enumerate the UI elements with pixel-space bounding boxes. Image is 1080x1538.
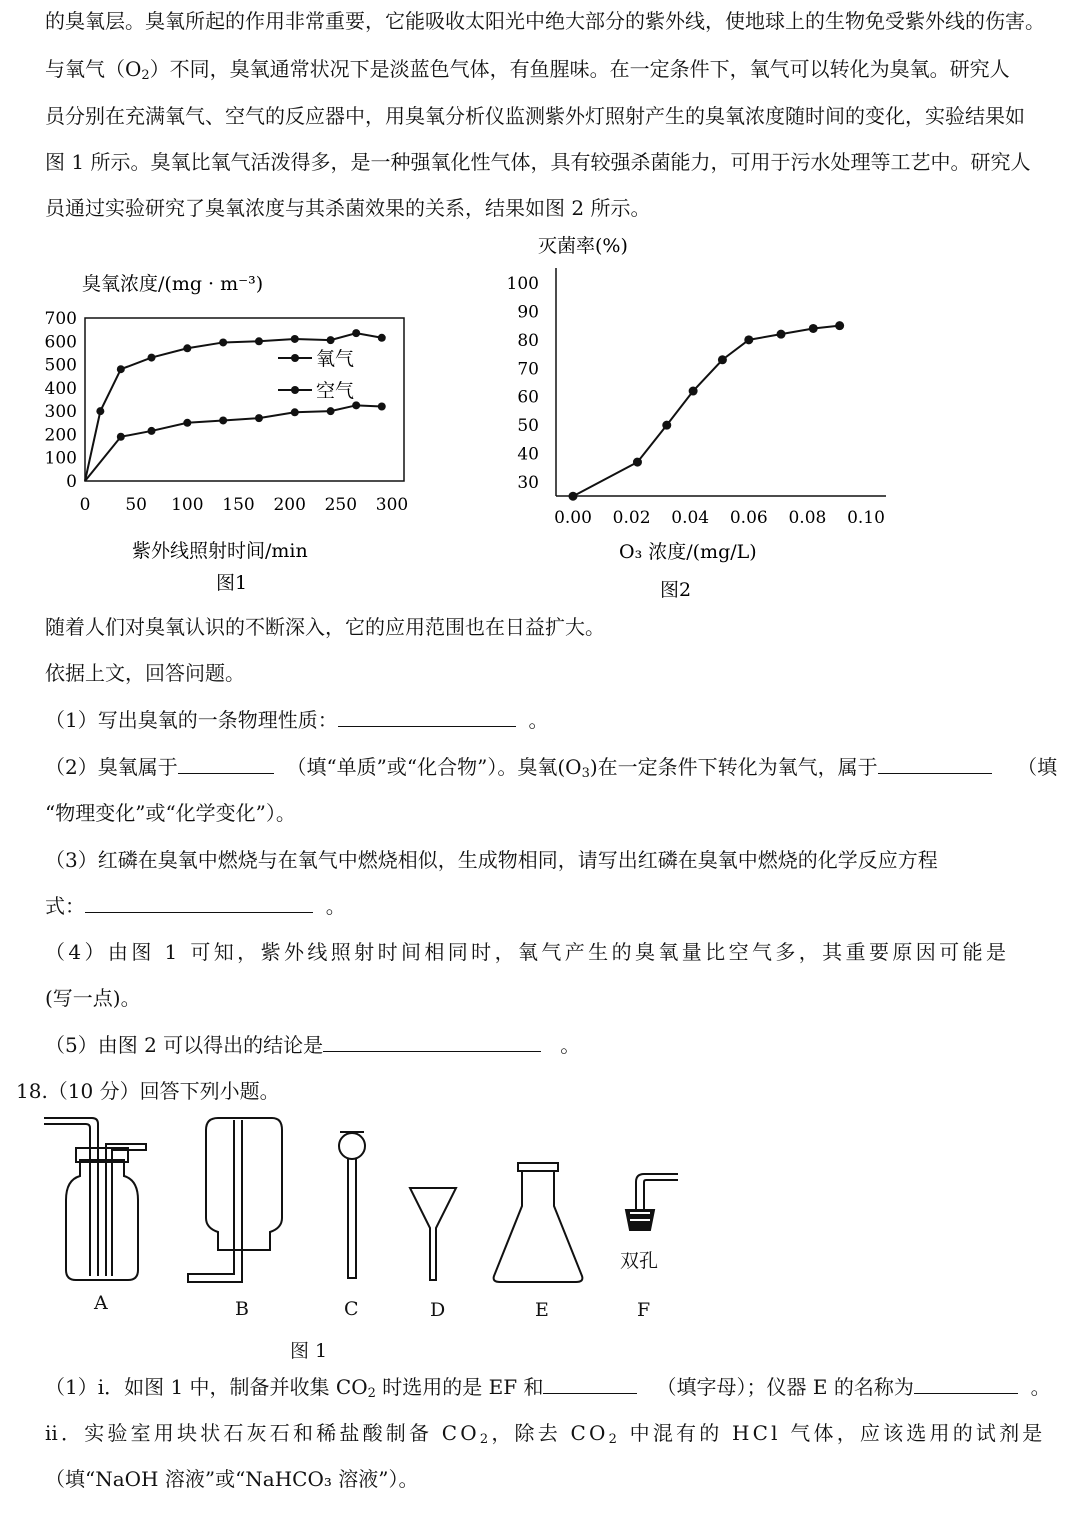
question-text: （填字母）；仪器 E 的名称为 <box>656 1375 914 1399</box>
answer-blank-18-1b[interactable] <box>914 1375 1018 1394</box>
chart1-caption: 图1 <box>216 572 248 594</box>
chart1-data-point <box>291 408 299 416</box>
chart2-series-line <box>573 326 840 497</box>
question-4: （4）由图 1 可知，紫外线照射时间相同时，氧气产生的臭氧量比空气多，其重要原因可能是 <box>45 940 1010 964</box>
question-text: （2）臭氧属于 <box>45 755 178 779</box>
question-4-cont: (写一点)。 <box>45 986 141 1010</box>
passage-line-1: 的臭氧层。臭氧所起的作用非常重要，它能吸收太阳光中绝大部分的紫外线，使地球上的生物免受紫外线的伤害。 <box>45 9 1045 33</box>
chart1-xlabel: 紫外线照射时间/min <box>132 540 308 562</box>
apparatus-f-stopper <box>626 1174 678 1230</box>
chart1-legend-label: 氧气 <box>316 348 355 370</box>
chart1-data-point <box>183 344 191 352</box>
chart2-y-tick-label: 80 <box>517 330 539 351</box>
chart1-y-tick-label: 600 <box>44 332 77 353</box>
chart2-data-point <box>718 355 727 364</box>
question-text: 。 <box>560 1033 581 1057</box>
chart1-y-tick-label: 400 <box>44 378 77 399</box>
chart-figure-2 <box>495 228 915 606</box>
chart1-data-point <box>327 336 335 344</box>
subscript: 2 <box>479 1432 492 1447</box>
question-text: 中混有的 HCl 气体，应该选用的试剂是 <box>620 1421 1046 1445</box>
answer-blank-2b[interactable] <box>878 755 992 774</box>
chart-figure-1 <box>30 262 450 602</box>
chart1-legend-label: 空气 <box>316 380 355 402</box>
chart1-data-point <box>117 365 125 373</box>
chart1-data-point <box>117 433 125 441</box>
chart2-caption: 图2 <box>660 579 692 601</box>
chart1-data-point <box>352 329 360 337</box>
apparatus-figure <box>0 1110 1080 1362</box>
question-18-heading: 18.（10 分）回答下列小题。 <box>16 1079 280 1103</box>
chart2-xlabel: O₃ 浓度/(mg/L) <box>619 541 757 563</box>
apparatus-a-gas-bottle <box>44 1118 146 1280</box>
chart1-x-tick-label: 250 <box>324 495 358 515</box>
chart1-x-tick-label: 100 <box>171 495 204 515</box>
chart1-y-tick-label: 700 <box>44 309 77 329</box>
passage-line-3: 员分别在充满氧气、空气的反应器中，用臭氧分析仪监测紫外灯照射产生的臭氧浓度随时间的变化，实验结果如 <box>45 104 1025 128</box>
chart1-data-point <box>183 419 191 427</box>
chart2-y-tick-label: 90 <box>517 302 539 323</box>
chart2-y-tick-label: 60 <box>517 387 539 408</box>
question-text: 时选用的是 EF 和 <box>375 1375 544 1399</box>
chart1-data-point <box>148 427 156 435</box>
chart2-data-point <box>835 321 844 330</box>
answer-blank-18-1a[interactable] <box>543 1375 637 1394</box>
chart2-x-tick-label: 0.06 <box>729 508 768 528</box>
chart2-x-tick-label: 0.02 <box>612 508 651 528</box>
question-2-cont: “物理变化”或“化学变化”）。 <box>45 801 296 825</box>
question-1 <box>45 708 548 732</box>
chart1-data-point <box>255 414 263 422</box>
chart1-data-point <box>378 402 386 410</box>
chart2-data-point <box>662 421 671 430</box>
apparatus-c-thistle-funnel <box>339 1132 365 1278</box>
question-text: （填 <box>1017 755 1058 779</box>
chart2-y-tick-label: 40 <box>517 444 539 465</box>
question-18-2 <box>45 1421 1046 1445</box>
subscript: 2 <box>608 1432 621 1447</box>
chart1-data-point <box>96 407 104 415</box>
chart1-series-line-air <box>85 405 382 481</box>
answer-blank-5[interactable] <box>323 1033 541 1052</box>
question-18-2-cont: （填“NaOH 溶液”或“NaHCO₃ 溶液”）。 <box>45 1467 419 1491</box>
answer-blank-2a[interactable] <box>178 755 274 774</box>
chart2-y-tick-label: 30 <box>517 473 539 493</box>
chart1-x-tick-label: 50 <box>125 495 147 515</box>
apparatus-label-f: F <box>637 1299 651 1321</box>
answer-blank-3[interactable] <box>85 894 313 913</box>
chart1-y-tick-label: 0 <box>66 472 77 492</box>
apparatus-label-d: D <box>430 1299 446 1321</box>
chart1-x-tick-label: 200 <box>273 495 306 515</box>
chart2-data-point <box>744 335 753 344</box>
question-18-1 <box>45 1375 1051 1399</box>
passage-line-5: 员通过实验研究了臭氧浓度与其杀菌效果的关系，结果如图 2 所示。 <box>45 196 651 220</box>
passage-line-4: 图 1 所示。臭氧比氧气活泼得多，是一种强氧化性气体，具有较强杀菌能力，可用于污水处理等工艺中。研究人 <box>45 150 1031 174</box>
chart2-x-tick-label: 0.08 <box>788 508 827 528</box>
chart2-data-point <box>689 387 698 396</box>
question-text: 式： <box>45 894 85 918</box>
chart1-legend-marker <box>291 354 299 362</box>
chart2-x-tick-label: 0.10 <box>847 508 885 528</box>
chart2-y-tick-label: 100 <box>506 274 539 294</box>
question-text: ，除去 CO <box>491 1421 609 1445</box>
chart1-data-point <box>148 354 156 362</box>
question-text: )在一定条件下转化为氧气，属于 <box>589 755 878 779</box>
chart2-y-tick-label: 70 <box>517 359 539 380</box>
chart1-x-tick-label: 0 <box>79 495 91 515</box>
chart1-legend-marker <box>291 386 299 394</box>
chart1-y-tick-label: 300 <box>44 402 77 423</box>
question-text: 。 <box>1030 1375 1051 1399</box>
chart1-y-tick-label: 100 <box>44 448 77 469</box>
apparatus-note-f: 双孔 <box>620 1250 659 1272</box>
chart2-data-point <box>777 330 786 339</box>
chart2-data-point <box>633 458 642 467</box>
passage-line-6: 随着人们对臭氧认识的不断深入，它的应用范围也在日益扩大。 <box>45 615 605 639</box>
chart1-x-tick-label: 150 <box>222 495 255 515</box>
question-3: （3）红磷在臭氧中燃烧与在氧气中燃烧相似，生成物相同，请写出红磷在臭氧中燃烧的化学反应方程 <box>45 848 938 872</box>
chart1-y-tick-label: 200 <box>44 425 77 446</box>
chart2-y-tick-label: 50 <box>517 416 539 437</box>
chart2-ylabel: 灭菌率(%) <box>538 235 628 257</box>
subscript: 3 <box>581 766 590 781</box>
apparatus-label-b: B <box>235 1298 249 1320</box>
apparatus-label-a: A <box>94 1292 108 1314</box>
question-text: （1）ⅰ．如图 1 中，制备并收集 CO <box>45 1375 368 1399</box>
question-2 <box>45 755 1057 779</box>
apparatus-label-e: E <box>535 1299 549 1321</box>
question-text: 。 <box>325 894 346 918</box>
chart1-data-point <box>255 337 263 345</box>
chart1-y-tick-label: 500 <box>44 355 77 376</box>
apparatus-d-funnel <box>410 1188 456 1280</box>
chart1-x-tick-label: 300 <box>375 495 409 515</box>
question-5 <box>45 1033 580 1057</box>
chart1-data-point <box>219 416 227 424</box>
subscript: 2 <box>141 68 150 83</box>
chart2-x-tick-label: 0.04 <box>671 508 710 528</box>
apparatus-e-conical-flask <box>494 1163 583 1282</box>
chart2-data-point <box>569 492 578 501</box>
passage-text: ）不同，臭氧通常状况下是淡蓝色气体，有鱼腥味。在一定条件下，氧气可以转化为臭氧。研究人 <box>149 57 1010 81</box>
chart2-data-point <box>809 324 818 333</box>
chart1-ylabel: 臭氧浓度/(mg · m⁻³) <box>82 273 264 295</box>
question-text: 。 <box>528 708 549 732</box>
chart2-x-tick-label: 0.00 <box>554 508 592 528</box>
question-3-cont <box>45 894 346 918</box>
passage-line-2 <box>45 57 1010 81</box>
chart1-data-point <box>352 401 360 409</box>
passage-line-7: 依据上文，回答问题。 <box>45 661 245 685</box>
question-text: （填“单质”或“化合物”）。臭氧(O <box>286 755 582 779</box>
chart1-data-point <box>219 338 227 346</box>
apparatus-b-inverted-bottle <box>188 1118 282 1282</box>
chart1-data-point <box>378 334 386 342</box>
chart1-data-point <box>327 407 335 415</box>
question-text: ⅱ．实验室用块状石灰石和稀盐酸制备 CO <box>45 1421 480 1445</box>
apparatus-label-c: C <box>344 1298 359 1320</box>
question-text: （1）写出臭氧的一条物理性质： <box>45 708 338 732</box>
apparatus-caption: 图 1 <box>290 1340 328 1362</box>
answer-blank-1[interactable] <box>338 708 516 727</box>
passage-text: 与氧气（O <box>45 57 142 81</box>
question-text: （5）由图 2 可以得出的结论是 <box>45 1033 324 1057</box>
subscript: 2 <box>367 1386 376 1401</box>
chart1-data-point <box>291 335 299 343</box>
